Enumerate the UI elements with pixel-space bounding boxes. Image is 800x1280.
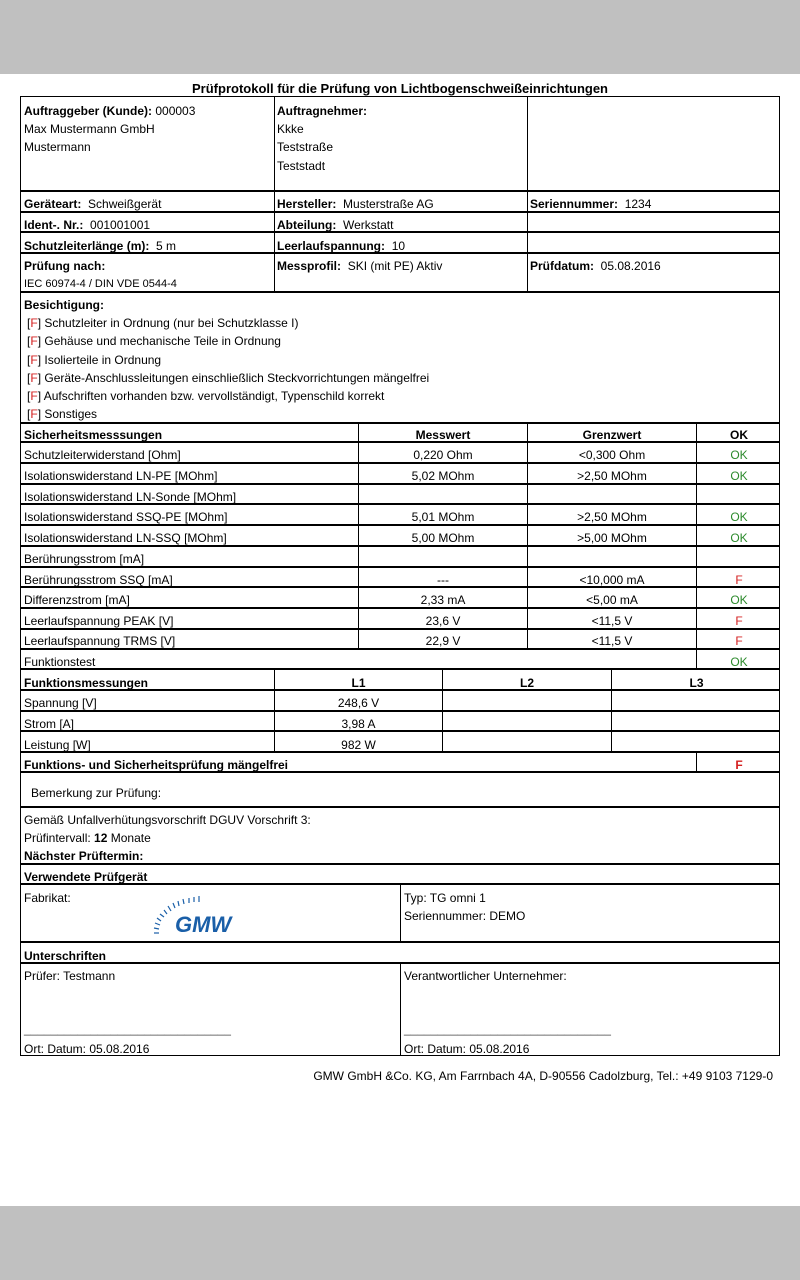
device-type-label: Geräteart: <box>24 197 82 211</box>
ident-label: Ident-. Nr.: <box>24 218 84 232</box>
protocol-table <box>20 96 780 1056</box>
inspection-mark: F <box>30 389 38 403</box>
function-header-l1: L1 <box>351 676 366 690</box>
function-row-l1: 3,98 A <box>341 717 376 731</box>
profile-label: Messprofil: <box>277 259 342 273</box>
ident-value: 001001001 <box>90 218 151 232</box>
pe-length-field <box>24 239 176 253</box>
protocol-page <box>0 74 800 1206</box>
function-test-label: Funktionstest <box>24 655 96 669</box>
inspection-text: Isolierteile in Ordnung <box>44 353 162 367</box>
function-row-name: Strom [A] <box>24 717 75 731</box>
customer-label-line <box>24 104 195 118</box>
inspection-item: [F] Aufschriften vorhanden bzw. vervollständigt, Typenschild korrekt <box>27 389 385 403</box>
safety-row-ok: OK <box>730 531 748 545</box>
safety-row-name: Schutzleiterwiderstand [Ohm] <box>24 448 181 462</box>
safety-row-value: 23,6 V <box>425 614 461 628</box>
safety-row-name: Leerlaufspannung PEAK [V] <box>24 614 174 628</box>
safety-row-limit: <11,5 V <box>591 634 633 648</box>
safety-row-value: 5,02 MOhm <box>411 469 475 483</box>
signatures-heading: Unterschriften <box>24 949 107 963</box>
safety-row-value: 0,220 Ohm <box>413 448 473 462</box>
interval-value: 12 <box>94 831 108 845</box>
safety-row-limit: <0,300 Ohm <box>578 448 646 462</box>
place-date-right: Ort: Datum: 05.08.2016 <box>404 1042 530 1056</box>
safety-row-limit: >2,50 MOhm <box>577 469 647 483</box>
safety-header-value: Messwert <box>415 428 471 442</box>
inspection-mark: F <box>30 353 38 367</box>
function-row-name: Spannung [V] <box>24 696 97 710</box>
serial-label: Seriennummer: <box>530 197 619 211</box>
safety-row-value: --- <box>437 573 449 587</box>
instrument-type: Typ: TG omni 1 <box>404 891 486 905</box>
inspection-text: Sonstiges <box>44 407 98 421</box>
safety-row-name: Leerlaufspannung TRMS [V] <box>24 634 176 648</box>
idle-voltage-value: 10 <box>391 239 406 253</box>
contractor-line3: Teststadt <box>277 159 326 173</box>
place-date-left: Ort: Datum: 05.08.2016 <box>24 1042 150 1056</box>
contractor-line2: Teststraße <box>277 140 334 154</box>
inspection-mark: F <box>30 316 38 330</box>
inspection-text: Geräte-Anschlussleitungen einschließlich Steckvorrichtungen mängelfrei <box>44 371 430 385</box>
safety-row-name: Berührungsstrom SSQ [mA] <box>24 573 173 587</box>
function-header-name: Funktionsmessungen <box>24 676 149 690</box>
test-date-field <box>530 259 661 273</box>
safety-row-limit: >5,00 MOhm <box>577 531 647 545</box>
safety-row-ok: OK <box>730 469 748 483</box>
department-value: Werkstatt <box>343 218 394 232</box>
inspection-item: [F] Geräte-Anschlussleitungen einschließlich Steckvorrichtungen mängelfrei <box>27 371 430 385</box>
safety-row-limit: >2,50 MOhm <box>577 510 647 524</box>
function-row-l1: 248,6 V <box>337 696 380 710</box>
serial-field <box>530 197 651 211</box>
safety-row-limit: <11,5 V <box>591 614 633 628</box>
contractor-label: Auftragnehmer: <box>277 104 368 118</box>
idle-voltage-field <box>277 239 405 253</box>
test-date-label: Prüfdatum: <box>530 259 594 273</box>
safety-row-ok: OK <box>730 448 748 462</box>
document-title: Prüfprotokoll für die Prüfung von Lichtbogenschweißeinrichtungen <box>192 81 608 96</box>
safety-row-ok: OK <box>730 510 748 524</box>
safety-row-limit: <10,000 mA <box>579 573 645 587</box>
inspection-text: Aufschriften vorhanden bzw. vervollständigt, Typenschild korrekt <box>43 389 385 403</box>
inspection-heading: Besichtigung: <box>24 298 104 312</box>
department-field <box>277 218 393 232</box>
function-header-l2: L2 <box>519 676 534 690</box>
manufacturer-value: Musterstraße AG <box>343 197 434 211</box>
inspection-mark: F <box>30 371 38 385</box>
test-per-label: Prüfung nach: <box>24 259 106 273</box>
customer-id: 000003 <box>155 104 196 118</box>
department-label: Abteilung: <box>277 218 337 232</box>
interval-unit: Monate <box>110 831 151 845</box>
signature-line-left: _______________________________ <box>24 1022 231 1036</box>
pe-length-label: Schutzleiterlänge (m): <box>24 239 150 253</box>
safety-row-name: Isolationswiderstand LN-Sonde [MOhm] <box>24 490 237 504</box>
ident-field <box>24 218 150 232</box>
customer-name: Max Mustermann GmbH <box>24 122 155 136</box>
signature-line-right: _______________________________ <box>404 1022 611 1036</box>
summary-result: F <box>735 758 743 772</box>
next-test-label: Nächster Prüftermin: <box>24 849 144 863</box>
inspection-text: Schutzleiter in Ordnung (nur bei Schutzklasse I) <box>44 316 299 330</box>
gmw-logo <box>151 888 251 938</box>
profile-field <box>277 259 442 273</box>
device-type-field <box>24 197 161 211</box>
safety-row-name: Isolationswiderstand LN-SSQ [MOhm] <box>24 531 227 545</box>
contractor-line1: Kkke <box>277 122 304 136</box>
manufacturer-label: Hersteller: <box>277 197 337 211</box>
device-type-value: Schweißgerät <box>88 197 162 211</box>
regulation-text: Gemäß Unfallverhütungsvorschrift DGUV Vorschrift 3: <box>24 813 311 827</box>
customer-contact: Mustermann <box>24 140 91 154</box>
safety-header-name: Sicherheitsmesssungen <box>24 428 163 442</box>
idle-voltage-label: Leerlaufspannung: <box>277 239 386 253</box>
inspection-item: [F] Sonstiges <box>27 407 98 421</box>
safety-header-limit: Grenzwert <box>582 428 642 442</box>
safety-row-value: 2,33 mA <box>420 593 466 607</box>
safety-row-name: Isolationswiderstand LN-PE [MOhm] <box>24 469 218 483</box>
inspection-mark: F <box>30 407 38 421</box>
instrument-serial: Seriennummer: DEMO <box>404 909 526 923</box>
safety-row-ok: OK <box>730 593 748 607</box>
profile-value: SKI (mit PE) Aktiv <box>347 259 443 273</box>
function-row-name: Leistung [W] <box>24 738 91 752</box>
make-cell <box>21 883 400 941</box>
pe-length-value: 5 m <box>156 239 177 253</box>
instrument-heading: Verwendete Prüfgerät <box>24 870 148 884</box>
inspection-item: [F] Isolierteile in Ordnung <box>27 353 162 367</box>
safety-row-ok: F <box>735 573 743 587</box>
safety-row-name: Isolationswiderstand SSQ-PE [MOhm] <box>24 510 228 524</box>
function-row-l1: 982 W <box>341 738 376 752</box>
inspection-item: [F] Schutzleiter in Ordnung (nur bei Schutzklasse I) <box>27 316 299 330</box>
inspection-mark: F <box>30 334 38 348</box>
customer-label: Auftraggeber (Kunde): <box>24 104 152 118</box>
manufacturer-field <box>277 197 434 211</box>
inspection-text: Gehäuse und mechanische Teile in Ordnung <box>44 334 281 348</box>
interval-label: Prüfintervall: <box>24 831 91 845</box>
company-footer: GMW GmbH &Co. KG, Am Farrnbach 4A, D-90556 Cadolzburg, Tel.: +49 9103 7129-0 <box>313 1069 773 1083</box>
inspection-item: [F] Gehäuse und mechanische Teile in Ordnung <box>27 334 281 348</box>
test-per-value: IEC 60974-4 / DIN VDE 0544-4 <box>24 278 177 290</box>
remark-label: Bemerkung zur Prüfung: <box>31 786 162 800</box>
safety-row-value: 5,00 MOhm <box>411 531 475 545</box>
safety-header-ok: OK <box>730 428 748 442</box>
safety-row-value: 22,9 V <box>425 634 461 648</box>
safety-row-name: Differenzstrom [mA] <box>24 593 130 607</box>
safety-row-limit: <5,00 mA <box>586 593 638 607</box>
interval-line <box>24 831 151 845</box>
summary-label: Funktions- und Sicherheitsprüfung mängelfrei <box>24 758 289 772</box>
safety-row-name: Berührungsstrom [mA] <box>24 552 145 566</box>
make-label: Fabrikat: <box>24 891 71 905</box>
serial-value: 1234 <box>624 197 652 211</box>
test-date-value: 05.08.2016 <box>600 259 661 273</box>
safety-row-value: 5,01 MOhm <box>411 510 475 524</box>
responsible-label: Verantwortlicher Unternehmer: <box>404 969 567 983</box>
function-header-l3: L3 <box>689 676 704 690</box>
logo-text: GMW <box>175 912 232 937</box>
safety-row-ok: F <box>735 634 743 648</box>
safety-row-ok: F <box>735 614 743 628</box>
tester-name: Prüfer: Testmann <box>24 969 116 983</box>
function-test-result: OK <box>730 655 748 669</box>
